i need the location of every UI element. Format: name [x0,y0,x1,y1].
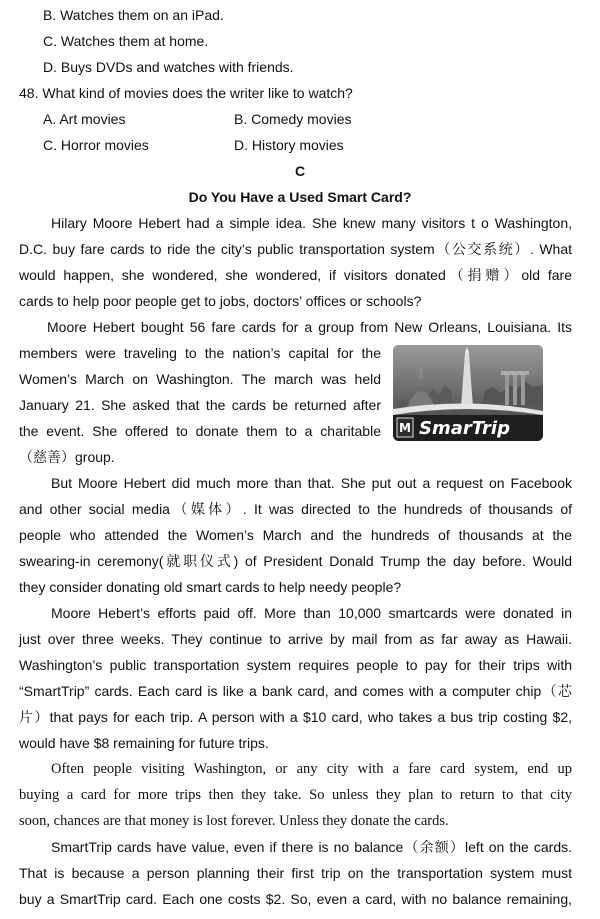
passage-line: Hilary Moore Hebert had a simple idea. She knew many visitors t o Washington, [51,215,572,231]
q48-question: 48. What kind of movies does the writer like to watch? [19,85,353,101]
passage-line: people who attended the Women’s March and the hundreds of thousands at the [19,527,572,543]
passage-line: would happen, she wondered, she wondered, if visitors donated（捐赠）old fare [19,267,572,283]
passage-line: would have $8 remaining for future trips. [19,735,269,751]
q48-option-a: A. Art movies [43,111,126,127]
passage-line: Washington’s public transportation system requires people to pay for their trips with [19,657,572,673]
section-letter: C [294,163,306,179]
passage-line: SmartTrip cards have value, even if there is no balance（余额）left on the cards. [51,839,572,855]
passage-line: buy a SmartTrip card. Each one costs $2. So, even a card, with no balance remaining, [19,891,572,907]
card-m-badge: M [399,421,411,435]
passage-line: they consider donating old smart cards to help needy people? [19,579,402,595]
q48-option-b: B. Comedy movies [234,111,352,127]
passage-line: D.C. buy fare cards to ride the city’s public transportation system（公交系统）. What [19,241,572,257]
passage-line: January 21. She asked that the cards be returned after [19,397,381,413]
passage-line: Moore Hebert’s efforts paid off. More than 10,000 smartcards were donated in [51,605,572,621]
passage-line: Women’s March on Washington. The march was held [19,371,381,387]
passage-line: cards to help poor people get to jobs, doctors’ offices or schools? [19,293,422,309]
card-logo-text: SmarTrip [419,418,510,439]
q47-option-b: B. Watches them on an iPad. [43,7,224,23]
q48-option-d: D. History movies [234,137,344,153]
passage-line: and other social media（媒体）. It was directed to the hundreds of thousands of [19,501,572,517]
passage-line: the event. She offered to donate them to a charitable [19,423,381,439]
q47-option-c: C. Watches them at home. [43,33,209,49]
q47-option-d: D. Buys DVDs and watches with friends. [43,59,294,75]
passage-title: Do You Have a Used Smart Card? [188,189,412,205]
passage-line: buying a card for more trips then they take. So unless they plan to return to that city [19,787,572,803]
passage-line: just over three weeks. They continue to arrive by mail from as far away as Hawaii. [19,631,572,647]
smartrip-card-graphic [393,345,543,441]
passage-line: “SmartTrip” cards. Each card is like a bank card, and comes with a computer chip（芯 [19,683,572,699]
passage-line: （慈善）group. [19,449,115,465]
passage-line: soon, chances are that money is lost forever. Unless they donate the cards. [19,813,449,829]
passage-line: members were traveling to the nation’s capital for the [19,345,381,361]
passage-line: But Moore Hebert did much more than that. She put out a request on Facebook [51,475,572,491]
passage-line: swearing-in ceremony(就职仪式) of President Donald Trump the day before. Would [19,553,572,569]
passage-line: Moore Hebert bought 56 fare cards for a group from New Orleans, Louisiana. Its [47,319,572,335]
passage-line: Often people visiting Washington, or any city with a fare card system, end up [51,761,572,777]
passage-line: 片）that pays for each trip. A person with a $10 card, who takes a bus trip costing $2, [19,709,572,725]
passage-line: That is because a person planning their first trip on the transportation system must [19,865,572,881]
q48-option-c: C. Horror movies [43,137,149,153]
smartrip-card-image [393,345,543,441]
